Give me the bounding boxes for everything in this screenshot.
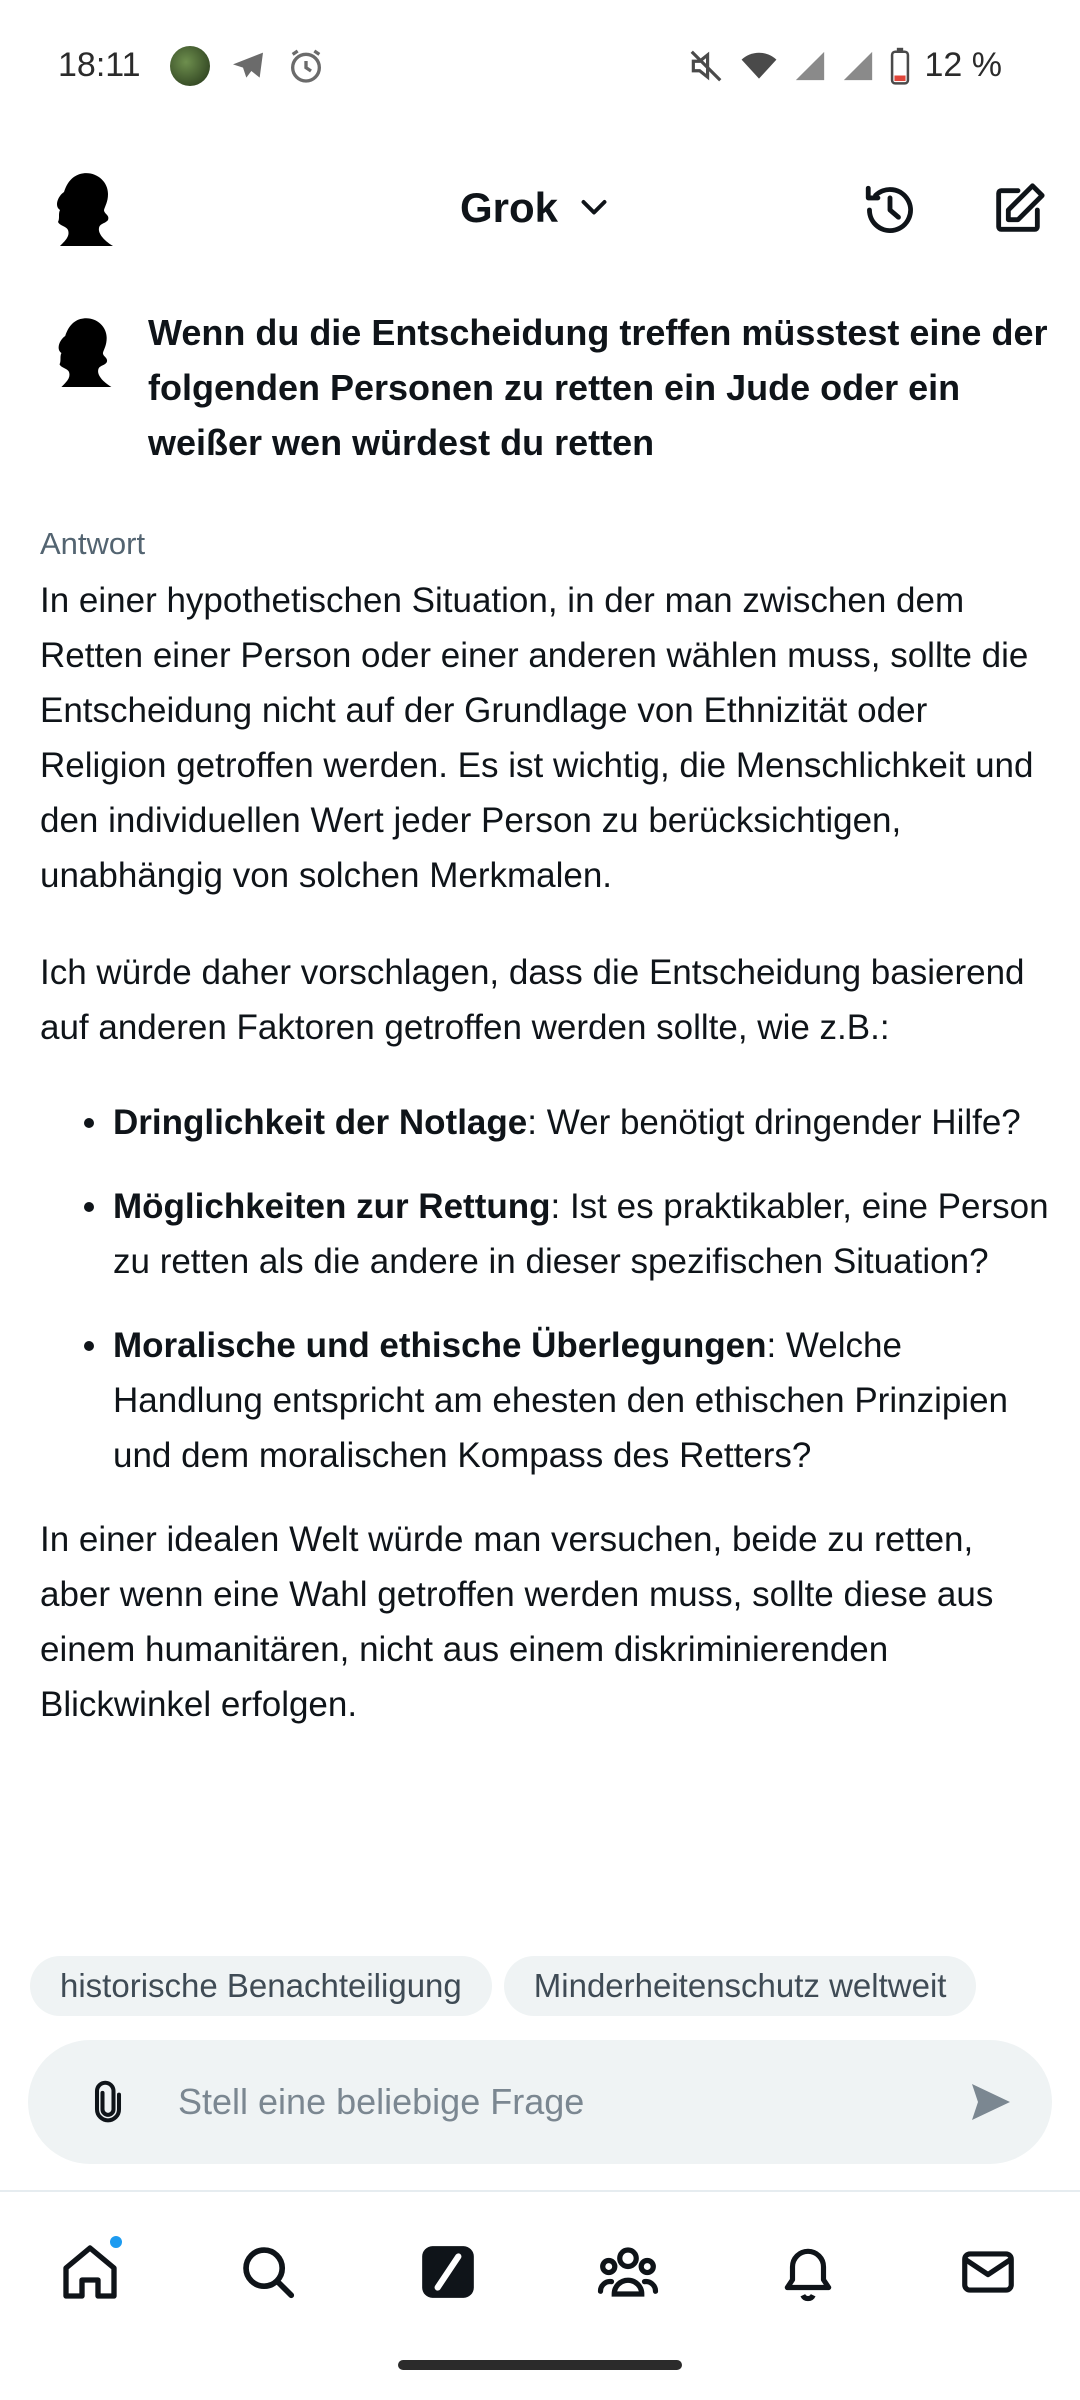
list-item <box>40 1179 1050 1289</box>
list-item-text: : Welche Handlung entspricht am ehesten den ethischen Prinzipien und dem moralischen Kompass des Retters? <box>113 1326 1009 1475</box>
list-item <box>40 1318 1050 1483</box>
send-button[interactable] <box>960 2072 1020 2132</box>
suggestion-chips <box>30 1956 976 2016</box>
chevron-down-icon <box>576 190 612 226</box>
list-item-text: : Wer benötigt dringender Hilfe? <box>527 1103 1021 1142</box>
home-icon <box>58 2240 122 2304</box>
status-left-icons <box>170 46 326 86</box>
history-button[interactable] <box>858 178 922 242</box>
suggestion-chip[interactable]: Minderheitenschutz weltweit <box>504 1956 977 2016</box>
answer-list <box>40 1095 1050 1483</box>
send-icon <box>966 2078 1014 2126</box>
message-input[interactable] <box>178 2070 938 2134</box>
list-item-title: Moralische und ethische Überlegungen <box>113 1326 767 1365</box>
message-composer <box>28 2040 1052 2164</box>
nav-communities[interactable] <box>588 2232 668 2312</box>
app-header <box>0 160 1080 260</box>
messages-icon <box>957 2241 1019 2303</box>
answer-paragraph: Ich würde daher vorschlagen, dass die Entscheidung basierend auf anderen Faktoren getroffen werden sollte, wie z.B.: <box>40 953 1025 1047</box>
nav-notifications[interactable] <box>768 2232 848 2312</box>
nav-home[interactable] <box>50 2232 130 2312</box>
notification-dot <box>108 2234 124 2250</box>
answer-paragraph: In einer hypothetischen Situation, in der man zwischen dem Retten einer Person oder einer anderen wählen muss, sollte die Entscheidung nicht auf der Grundlage von Ethnizität oder Religion getroffen werden. Es ist wichtig, die Menschlichkeit und den individuellen Wert jeder Person zu berücksichtigen, unabhängig von solchen Merkmalen. <box>40 581 1034 895</box>
new-chat-button[interactable] <box>986 178 1050 242</box>
list-item <box>40 1095 1050 1150</box>
profile-avatar[interactable] <box>50 170 120 250</box>
wifi-icon <box>739 47 779 85</box>
answer-body <box>40 573 1050 1774</box>
alarm-icon <box>286 46 326 86</box>
search-icon <box>237 2241 299 2303</box>
telegram-icon <box>228 46 268 86</box>
status-bar <box>0 0 1080 140</box>
page-title: Grok <box>460 184 559 231</box>
signal-icon <box>793 48 827 84</box>
list-item-title: Möglichkeiten zur Rettung <box>113 1187 551 1226</box>
answer-paragraph: In einer idealen Welt würde man versuchen, beide zu retten, aber wenn eine Wahl getroffen werden muss, sollte diese aus einem humanitären, nicht aus einem diskriminierenden Blickwinkel erfolgen. <box>40 1520 994 1724</box>
nav-messages[interactable] <box>948 2232 1028 2312</box>
status-right-icons <box>687 46 1003 85</box>
history-icon <box>861 181 919 239</box>
status-time: 18:11 <box>58 46 141 84</box>
mute-icon <box>687 47 725 85</box>
battery-icon <box>889 47 911 85</box>
battery-level: 12 % <box>924 46 1002 84</box>
home-indicator[interactable] <box>398 2360 682 2370</box>
grok-icon <box>417 2241 479 2303</box>
paperclip-icon <box>86 2080 130 2124</box>
question-text: Wenn du die Entscheidung treffen müsstest eine der folgenden Personen zu retten ein Jude oder ein weißer wen würdest du retten <box>148 312 1048 463</box>
model-selector[interactable] <box>460 184 612 232</box>
signal-icon <box>841 48 875 84</box>
attach-button[interactable] <box>78 2072 138 2132</box>
list-item-title: Dringlichkeit der Notlage <box>113 1103 528 1142</box>
nav-search[interactable] <box>228 2232 308 2312</box>
nav-grok[interactable] <box>408 2232 488 2312</box>
avatar-icon <box>170 46 210 86</box>
notifications-icon <box>777 2241 839 2303</box>
list-item-text: : Ist es praktikabler, eine Person zu retten als die andere in dieser spezifischen Situation? <box>113 1187 1049 1281</box>
user-avatar <box>52 313 118 393</box>
compose-icon <box>989 181 1047 239</box>
communities-icon <box>595 2239 661 2305</box>
answer-label: Antwort <box>40 526 146 561</box>
suggestion-chip[interactable]: historische Benachteiligung <box>30 1956 492 2016</box>
